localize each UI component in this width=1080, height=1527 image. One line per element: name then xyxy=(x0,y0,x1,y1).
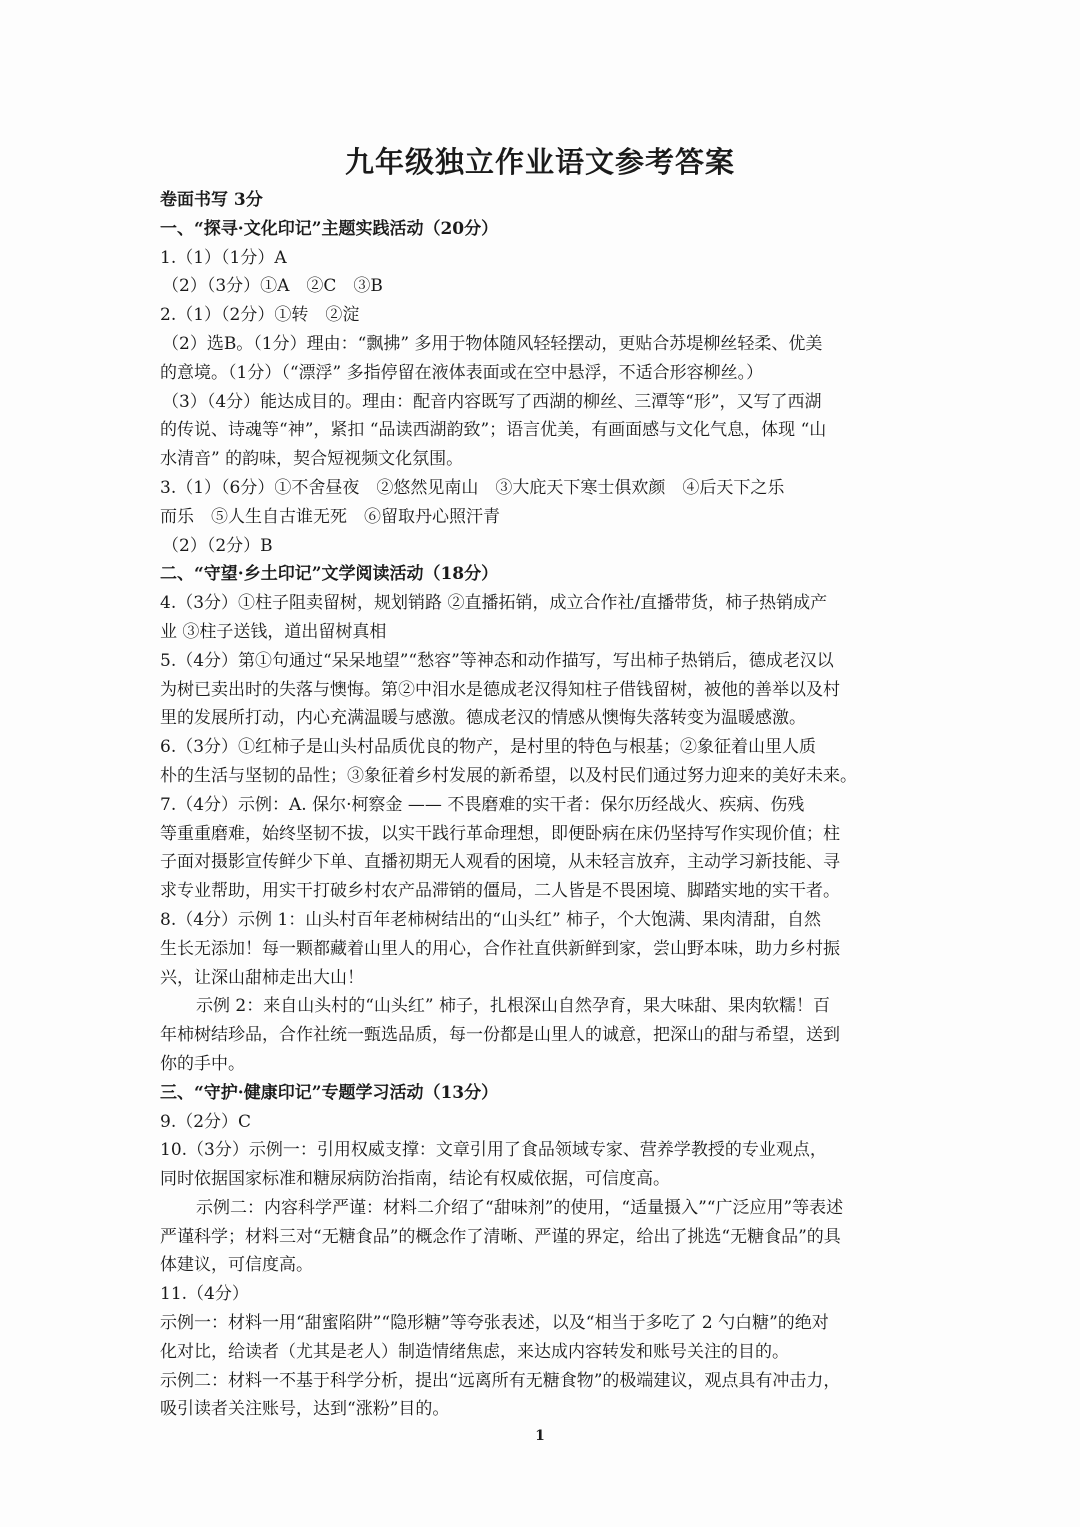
answer-line: 而乐 ⑤人生自古谁无死 ⑥留取丹心照汗青 xyxy=(160,506,500,527)
answer-line: 兴，让深山甜柿走出大山！ xyxy=(160,967,364,988)
answer-line: 为树已卖出时的失落与懊悔。第②中泪水是德成老汉得知柱子借钱留树，被他的善举以及村 xyxy=(160,679,840,700)
answer-line: （2）（3分）①A ②C ③B xyxy=(162,276,383,297)
answer-line: 8.（4分）示例 1：山头村百年老柿树结出的“山头红” 柿子，个大饱满、果肉清甜，自然 xyxy=(160,909,822,930)
answer-line: 严谨科学；材料三对“无糖食品”的概念作了清晰、严谨的界定，给出了挑选“无糖食品”的具 xyxy=(160,1226,841,1247)
answer-line: 示例 2：来自山头村的“山头红” 柿子，扎根深山自然孕育，果大味甜、果肉软糯！百 xyxy=(196,996,831,1017)
answer-line: 同时依据国家标准和糖尿病防治指南，结论有权威依据，可信度高。 xyxy=(160,1169,670,1190)
answer-line: 1.（1）（1分）A xyxy=(160,247,287,268)
answer-line: 等重重磨难，始终坚韧不拔，以实干践行革命理想，即便卧病在床仍坚持写作实现价值；柱 xyxy=(160,823,840,844)
answer-line: （2）选B。（1分）理由：“飘拂” 多用于物体随风轻轻摆动，更贴合苏堤柳丝轻柔、优美 xyxy=(162,333,823,354)
answer-line: 水清音” 的韵味，契合短视频文化氛围。 xyxy=(160,449,464,470)
answer-line: 年柿树结珍品，合作社统一甄选品质，每一份都是山里人的诚意，把深山的甜与希望，送到 xyxy=(160,1025,840,1046)
answer-line: 3.（1）（6分）①不舍昼夜 ②悠然见南山 ③大庇天下寒士俱欢颜 ④后天下之乐 xyxy=(160,477,785,498)
page-title: 九年级独立作业语文参考答案 xyxy=(344,145,735,179)
answer-line: 示例一：材料一用“甜蜜陷阱”“隐形糖”等夸张表述，以及“相当于多吃了 2 勺白糖”的绝对 xyxy=(160,1313,829,1334)
answer-line: 化对比，给读者（尤其是老人）制造情绪焦虑，来达成内容转发和账号关注的目的。 xyxy=(160,1341,789,1362)
answer-line: 的意境。（1分）（“漂浮” 多指停留在液体表面或在空中悬浮，不适合形容柳丝。） xyxy=(160,362,764,383)
answer-line: 5.（4分）第①句通过“呆呆地望”“愁容”等神态和动作描写，写出柿子热销后，德成老汉以 xyxy=(160,650,834,671)
answer-line: 10.（3分）示例一：引用权威支撑：文章引用了食品领域专家、营养学教授的专业观点， xyxy=(160,1140,827,1161)
answer-line: （2）（2分）B xyxy=(162,535,273,556)
answer-line: 6.（3分）①红柿子是山头村品质优良的物产，是村里的特色与根基；②象征着山里人质 xyxy=(160,737,817,758)
answer-line: 的传说、诗魂等“神”，紧扣 “品读西湖韵致”；语言优美，有画面感与文化气息，体现 “山 xyxy=(160,420,827,441)
answer-content xyxy=(160,186,920,1424)
answer-line: 体建议，可信度高。 xyxy=(160,1255,313,1276)
answer-line: 9.（2分）C xyxy=(160,1111,252,1132)
answer-line: （3）（4分）能达成目的。理由：配音内容既写了西湖的柳丝、三潭等“形”，又写了西湖 xyxy=(162,391,822,412)
answer-line: 业 ③柱子送钱，道出留树真相 xyxy=(160,621,387,642)
answer-line: 里的发展所打动，内心充满温暖与感激。德成老汉的情感从懊悔失落转变为温暖感激。 xyxy=(160,708,806,729)
answer-line: 求专业帮助，用实干打破乡村农产品滞销的僵局，二人皆是不畏困境、脚踏实地的实干者。 xyxy=(160,881,840,902)
answer-line: 11.（4分） xyxy=(160,1284,249,1305)
answer-line: 示例二：材料一不基于科学分析，提出“远离所有无糖食物”的极端建议，观点具有冲击力， xyxy=(160,1370,841,1391)
answer-line: 生长无添加！每一颗都藏着山里人的用心，合作社直供新鲜到家，尝山野本味，助力乡村振 xyxy=(160,938,840,959)
section-heading: 三、“守护·健康印记”专题学习活动（13分） xyxy=(160,1082,499,1103)
answer-line: 示例二：内容科学严谨：材料二介绍了“甜味剂”的使用，“适量摄入”“广泛应用”等表述 xyxy=(196,1197,844,1218)
answer-line: 子面对摄影宣传鲜少下单、直播初期无人观看的困境，从未轻言放弃，主动学习新技能、寻 xyxy=(160,852,840,873)
answer-line: 朴的生活与坚韧的品性；③象征着乡村发展的新希望，以及村民们通过努力迎来的美好未来。 xyxy=(160,765,857,786)
page-number: 1 xyxy=(535,1428,545,1444)
answer-line: 4.（3分）①柱子阻卖留树，规划销路 ②直播拓销，成立合作社/直播带货，柿子热销成产 xyxy=(160,593,828,614)
answer-line: 2.（1）（2分）①转 ②淀 xyxy=(160,305,360,326)
answer-line: 你的手中。 xyxy=(160,1053,245,1074)
section-heading: 二、“守望·乡土印记”文学阅读活动（18分） xyxy=(160,564,499,585)
section-heading: 一、“探寻·文化印记”主题实践活动（20分） xyxy=(160,218,499,239)
answer-line: 7.（4分）示例：A. 保尔·柯察金 —— 不畏磨难的实干者：保尔历经战火、疾病、伤残 xyxy=(160,794,805,815)
section-heading: 卷面书写 3分 xyxy=(160,190,263,210)
answer-line: 吸引读者关注账号，达到“涨粉”目的。 xyxy=(160,1399,450,1420)
